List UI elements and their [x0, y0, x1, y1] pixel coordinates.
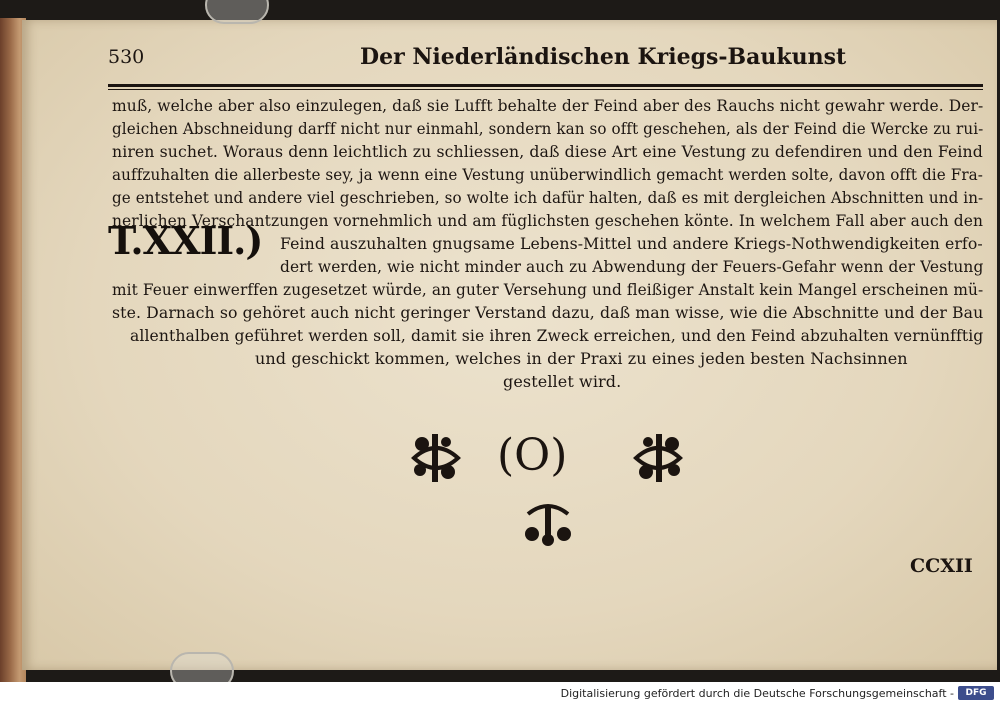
catchword: CCXII [910, 555, 973, 577]
tablet-reference: T.XXII.) [108, 218, 263, 263]
center-ornament: (O) [497, 430, 568, 481]
page-clip-icon [205, 0, 269, 24]
text-line: gestellet wird. [503, 372, 622, 391]
floral-ornament-icon [408, 430, 464, 486]
text-line: allenthalben geführet werden soll, damit sie ihren Zweck erreichen, und den Feind abzuhalten vernünfftig [130, 326, 984, 345]
running-head: Der Niederländischen Kriegs-Baukunst [360, 44, 847, 70]
floral-ornament-icon [520, 496, 576, 552]
dfg-logo-icon[interactable]: DFG [958, 686, 994, 700]
text-line: nerlichen Verschantzungen vornehmlich und am füglichsten geschehen könte. In welchem Fall aber auch den [112, 211, 984, 230]
text-line: ste. Darnach so gehöret auch nicht geringer Verstand dazu, daß man wisse, wie die Abschnitte und der Bau [112, 303, 984, 322]
page-number: 530 [108, 46, 145, 68]
text-line: gleichen Abschneidung darff nicht nur einmahl, sondern kan so offt geschehen, als der Feind die Wercke zu rui- [112, 119, 984, 138]
floral-ornament-icon [630, 430, 686, 486]
text-line: Feind auszuhalten gnugsame Lebens-Mittel und andere Kriegs-Nothwendigkeiten erfo- [280, 234, 983, 253]
text-line: niren suchet. Woraus denn leichtlich zu schliessen, daß diese Art eine Vestung zu defendiren und den Feind [112, 142, 983, 161]
text-line: dert werden, wie nicht minder auch zu Abwendung der Feuers-Gefahr wenn der Vestung [280, 257, 984, 276]
text-line: ge entstehet und andere viel geschrieben, so wolte ich dafür halten, daß es mit dergleichen Abschnitten und in- [112, 188, 984, 207]
text-line: muß, welche aber also einzulegen, daß sie Lufft behalte der Feind aber des Rauchs nicht gewahr werde. Der- [112, 96, 984, 115]
text-line: und geschickt kommen, welches in der Praxi zu eines jeden besten Nachsinnen [255, 349, 908, 368]
text-line: mit Feuer einwerffen zugesetzet würde, an guter Versehung und fleißiger Anstalt kein Mangel erscheinen mü- [112, 280, 984, 299]
footer-bar [0, 682, 1000, 705]
text-line: auffzuhalten die allerbeste sey, ja wenn eine Vestung unüberwindlich gemacht werden solte, davon offt die Fra- [112, 165, 984, 184]
header-rule [108, 84, 983, 90]
footer-credit: Digitalisierung gefördert durch die Deutsche Forschungsgemeinschaft - [560, 687, 954, 700]
book-page [22, 20, 997, 670]
